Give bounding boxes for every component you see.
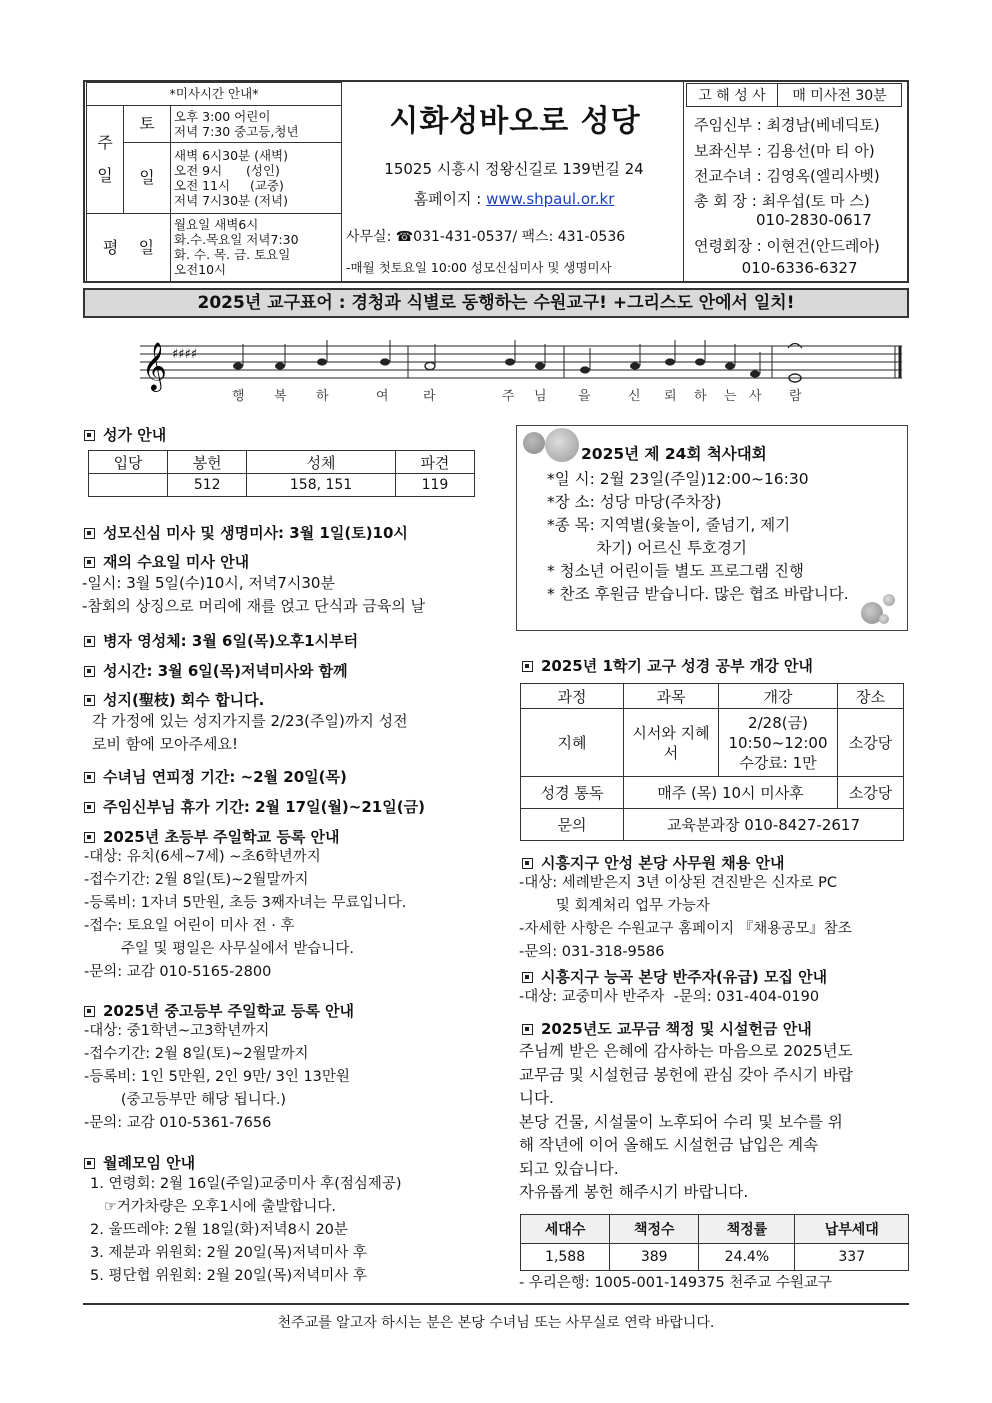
staff-president: 총 회 장 : 최우섭(토 마 스) — [694, 192, 870, 210]
bible-cell-line: 수강료: 1만 — [739, 753, 817, 772]
pastor-vacation-heading — [84, 796, 425, 817]
body-line: *종 목: 지역별(윷놀이, 줄넘기, 제기 — [547, 516, 791, 534]
footer-note: 천주교를 알고자 하시는 분은 본당 수녀님 또는 사무실로 연락 바랍니다. — [277, 1315, 715, 1331]
bible-cell: 시서와 지혜서 — [624, 709, 719, 777]
youth-school-body — [84, 1020, 350, 1135]
lyric-syllable: 여 — [376, 389, 389, 404]
section-heading-text: 2025년 1학기 교구 성경 공부 개강 안내 — [541, 657, 813, 675]
dues-header: 납부세대 — [795, 1215, 909, 1244]
body-line: -대상: 세례받은지 3년 이상된 견진받은 신자로 PC — [519, 875, 837, 891]
hymn-value: 158, 151 — [247, 474, 396, 497]
body-line: -등록비: 1인 5만원, 2인 9만/ 3인 13만원 — [84, 1069, 350, 1085]
sunday-day-label: 일 — [124, 143, 171, 213]
bible-cell-line: 10:50~12:00 — [728, 733, 828, 752]
body-line: * 청소년 어린이들 별도 프로그램 진행 — [547, 562, 804, 580]
staff-funeral-phone: 010-6336-6327 — [694, 259, 858, 277]
lyric-syllable: 을 — [578, 389, 591, 404]
athletic-title: 2025년 제 24회 척사대회 — [581, 445, 767, 463]
palm-collection-heading — [84, 689, 264, 710]
dues-heading — [522, 1018, 812, 1039]
lyric-syllable: 신 — [628, 389, 641, 404]
hymn-header: 파견 — [395, 451, 474, 474]
section-heading-text: 2025년 중고등부 주일학교 등록 안내 — [103, 1002, 355, 1020]
lyric-syllable: 하 — [694, 389, 707, 404]
bible-header: 장소 — [838, 684, 904, 709]
section-heading-text: 2025년 초등부 주일학교 등록 안내 — [103, 828, 340, 846]
bible-cell: 문의 — [521, 809, 624, 841]
sister-retreat-heading — [84, 766, 347, 787]
section-heading-text: 시흥지구 안성 본당 사무원 채용 안내 — [541, 854, 785, 872]
dues-value: 24.4% — [699, 1244, 795, 1271]
square-bullet-icon — [522, 661, 533, 672]
sunday-label — [87, 105, 124, 213]
sunday-label-bottom: 일 — [97, 166, 113, 186]
dues-value: 1,588 — [521, 1244, 610, 1271]
lyric-syllable: 주 — [502, 389, 515, 404]
bible-cell — [719, 709, 838, 777]
saturday-label: 토 — [124, 105, 171, 142]
ash-wednesday-body — [82, 572, 425, 618]
marian-mass-heading — [84, 522, 408, 543]
body-line: -자세한 사항은 수원교구 홈페이지 『채용공모』참조 — [519, 921, 852, 937]
athletic-body — [547, 468, 849, 606]
body-line: 2. 울뜨레야: 2월 18일(화)저녁8시 20분 — [90, 1222, 348, 1238]
elementary-school-body — [84, 846, 406, 984]
dues-header: 책정수 — [610, 1215, 699, 1244]
homepage-link[interactable]: www.shpaul.or.kr — [486, 190, 615, 208]
elementary-school-heading — [84, 826, 340, 847]
staff-president-phone: 010-2830-0617 — [694, 211, 872, 229]
bible-cell: 매주 (목) 10시 미사후 — [624, 777, 838, 809]
lyric-syllable: 사 — [749, 389, 762, 404]
body-line: 되고 있습니다. — [519, 1159, 619, 1178]
body-line: (중고등부만 해당 됩니다.) — [84, 1092, 287, 1108]
church-title: 시화성바오로 성당 — [389, 104, 641, 139]
body-line: -대상: 유치(6세~7세) ~초6학년까지 — [84, 849, 321, 865]
monthly-meetings-heading — [84, 1152, 195, 1173]
square-bullet-icon — [84, 802, 95, 813]
square-bullet-icon — [84, 528, 95, 539]
diocese-motto: 2025년 교구표어 : 경청과 식별로 동행하는 수원교구! +그리스도 안에서 일치! — [83, 288, 909, 318]
ansung-hiring-body — [519, 872, 852, 964]
body-line: 니다. — [519, 1089, 554, 1107]
bible-cell: 소강당 — [838, 709, 904, 777]
bank-account: - 우리은행: 1005-001-149375 천주교 수원교구 — [519, 1275, 833, 1291]
square-bullet-icon — [84, 666, 95, 677]
body-line: 3. 제분과 위원회: 2월 20일(목)저녁미사 후 — [90, 1245, 367, 1261]
decor-bubble-icon — [879, 614, 889, 624]
bible-cell: 지혜 — [521, 709, 624, 777]
homepage-line — [346, 188, 682, 209]
hymn-value: 512 — [168, 474, 247, 497]
weekday-line: 오전10시 — [174, 262, 227, 278]
body-line: 자유롭게 봉헌 해주시기 바랍니다. — [519, 1183, 749, 1201]
sunday-line: 오전 9시 (성인) — [174, 162, 280, 178]
header-divider — [341, 81, 342, 282]
dues-value: 389 — [610, 1244, 699, 1271]
square-bullet-icon — [84, 1158, 95, 1169]
section-heading-text: 성모신심 미사 및 생명미사: 3월 1일(토)10시 — [103, 524, 408, 542]
bible-cell: 소강당 — [838, 777, 904, 809]
sunday-line: 오전 11시 (교중) — [174, 177, 284, 193]
section-heading-text: 성지(聖枝) 회수 합니다. — [103, 691, 265, 709]
body-line: -등록비: 1자녀 5만원, 초등 3째자녀는 무료입니다. — [84, 895, 407, 911]
square-bullet-icon — [84, 557, 95, 568]
treble-clef-icon: 𝄞 — [142, 341, 167, 390]
holy-hour-heading — [84, 660, 348, 681]
weekday-label: 평 일 — [87, 213, 171, 281]
sunday-line: 저녁 7시30분 (저녁) — [174, 192, 289, 208]
church-address: 15025 시흥시 정왕신길로 139번길 24 — [384, 160, 644, 178]
saturday-line: 오후 3:00 어린이 — [174, 108, 271, 124]
bible-study-heading — [522, 655, 813, 676]
lyric-syllable: 복 — [274, 389, 287, 404]
body-line: -문의: 교감 010-5361-7656 — [84, 1115, 272, 1131]
mass-times-table — [86, 82, 342, 282]
decor-bubble-icon — [883, 594, 895, 606]
body-line: 1. 연령회: 2월 16일(주일)교중미사 후(점심제공) — [90, 1176, 402, 1192]
dues-header: 세대수 — [521, 1215, 610, 1244]
body-line: 교무금 및 시설헌금 봉헌에 관심 갖아 주시기 바랍 — [519, 1065, 853, 1084]
saturday-line: 저녁 7:30 중고등,청년 — [174, 123, 299, 139]
lyric-syllable: 는 — [724, 389, 737, 404]
section-heading-text: 수녀님 연피정 기간: ~2월 20일(목) — [103, 768, 347, 786]
square-bullet-icon — [84, 1006, 95, 1017]
body-line: 및 회계처리 업무 가능자 — [519, 898, 710, 914]
square-bullet-icon — [522, 858, 533, 869]
lyric-syllable: 님 — [534, 389, 547, 404]
lyric-syllable: 뢰 — [664, 389, 677, 404]
hymn-heading — [84, 424, 166, 445]
body-line: -접수기간: 2월 8일(토)~2월말까지 — [84, 872, 309, 888]
sunday-times — [171, 143, 342, 213]
staff-assistant: 보좌신부 : 김용선(마 티 아) — [694, 142, 875, 160]
hymn-table — [88, 450, 475, 497]
homepage-label: 홈페이지 : — [413, 190, 487, 208]
hymn-header: 입당 — [89, 451, 168, 474]
athletic-event-box — [516, 425, 908, 631]
square-bullet-icon — [84, 695, 95, 706]
square-bullet-icon — [84, 772, 95, 783]
staff-pastor: 주임신부 : 최경남(베네딕토) — [694, 116, 880, 134]
ansung-hiring-heading — [522, 852, 784, 873]
hymn-header: 성체 — [247, 451, 396, 474]
hymn-header: 봉헌 — [168, 451, 247, 474]
hymn-value: 119 — [395, 474, 474, 497]
staff-sister: 전교수녀 : 김영옥(엘리사벳) — [694, 167, 880, 185]
sunday-label-top: 주 — [97, 133, 113, 153]
mass-times-caption: *미사시간 안내* — [87, 83, 342, 106]
bible-header: 과정 — [521, 684, 624, 709]
bible-header: 개강 — [719, 684, 838, 709]
hymn-heading-text: 성가 안내 — [103, 426, 167, 444]
body-line: -문의: 031-318-9586 — [519, 944, 665, 960]
youth-school-heading — [84, 1000, 354, 1021]
hymn-value — [89, 474, 168, 497]
bible-header: 과목 — [624, 684, 719, 709]
office-contact: 사무실: ☎031-431-0537/ 팩스: 431-0536 — [346, 229, 626, 245]
body-line: -참회의 상징으로 머리에 재를 얹고 단식과 금육의 날 — [82, 597, 426, 615]
music-score — [140, 336, 910, 416]
body-line: ☞거가차량은 오후1시에 출발합니다. — [90, 1199, 336, 1215]
weekday-line: 화.수.목요일 저녁7:30 — [174, 232, 299, 248]
section-heading-text: 성시간: 3월 6일(목)저녁미사와 함께 — [103, 662, 348, 680]
neunggok-organist-body — [519, 986, 819, 1009]
weekday-line: 월요일 새벽6시 — [174, 217, 259, 233]
ash-wednesday-heading — [84, 551, 249, 572]
saturday-times — [171, 105, 342, 142]
decor-bubble-icon — [545, 428, 579, 462]
dues-header: 책정률 — [699, 1215, 795, 1244]
section-heading-text: 병자 영성체: 3월 6일(목)오후1시부터 — [103, 632, 359, 650]
sunday-line: 새벽 6시30분 (새벽) — [174, 147, 289, 163]
body-line: *일 시: 2월 23일(주일)12:00~16:30 — [547, 470, 809, 488]
square-bullet-icon — [522, 1024, 533, 1035]
body-line: -접수기간: 2월 8일(토)~2월말까지 — [84, 1046, 309, 1062]
body-line: 5. 평단협 위원회: 2월 20일(목)저녁미사 후 — [90, 1268, 367, 1284]
footer-divider — [83, 1303, 909, 1305]
body-line: 주일 및 평일은 사무실에서 받습니다. — [84, 941, 355, 957]
confession-box — [686, 83, 902, 107]
body-line: -대상: 중1학년~고3학년까지 — [84, 1023, 270, 1039]
bible-cell: 성경 통독 — [521, 777, 624, 809]
decor-bubble-icon — [523, 432, 545, 454]
lyric-syllable: 람 — [789, 389, 802, 404]
body-line: 로비 함에 모아주세요! — [92, 735, 238, 753]
dues-body — [519, 1040, 853, 1205]
staff-funeral-head: 연령회장 : 이현건(안드레아) — [694, 237, 880, 255]
palm-collection-body — [92, 710, 408, 756]
bible-cell-line: 2/28(금) — [748, 713, 808, 732]
bible-cell: 교육분과장 010-8427-2617 — [624, 809, 904, 841]
dues-table — [520, 1214, 909, 1271]
square-bullet-icon — [84, 636, 95, 647]
section-heading-text: 시흥지구 능곡 본당 반주자(유급) 모집 안내 — [541, 968, 828, 986]
square-bullet-icon — [522, 972, 533, 983]
weekday-line: 화. 수. 목. 금. 토요일 — [174, 247, 291, 263]
section-heading-text: 2025년도 교무금 책정 및 시설헌금 안내 — [541, 1020, 812, 1038]
lyric-syllable: 라 — [423, 389, 436, 404]
sick-communion-heading — [84, 630, 358, 651]
section-heading-text: 월례모임 안내 — [103, 1154, 196, 1172]
confession-label: 고 해 성 사 — [687, 84, 778, 107]
section-heading-text: 재의 수요일 미사 안내 — [103, 553, 250, 571]
section-heading-text: 주임신부님 휴가 기간: 2월 17일(월)~21일(금) — [103, 798, 425, 816]
confession-value: 매 미사전 30분 — [778, 84, 902, 107]
body-line: -접수: 토요일 어린이 미사 전 · 후 — [84, 918, 295, 934]
square-bullet-icon — [84, 430, 95, 441]
body-line: 본당 건물, 시설물이 노후되어 수리 및 보수를 위 — [519, 1112, 843, 1131]
body-line: -일시: 3월 5일(수)10시, 저녁7시30분 — [82, 574, 335, 592]
dues-value: 337 — [795, 1244, 909, 1271]
body-line: 각 가정에 있는 성지가지를 2/23(주일)까지 성전 — [92, 712, 408, 730]
body-line: * 찬조 후원금 받습니다. 많은 협조 바랍니다. — [547, 585, 849, 603]
neunggok-organist-heading — [522, 966, 827, 987]
body-line: 해 작년에 이어 올해도 시설헌금 납입은 계속 — [519, 1136, 819, 1154]
body-line: -대상: 교중미사 반주자 -문의: 031-404-0190 — [519, 989, 820, 1005]
lyric-syllable: 하 — [316, 389, 329, 404]
monthly-note: -매월 첫토요일 10:00 성모신심미사 및 생명미사 — [346, 260, 612, 275]
body-line: *장 소: 성당 마당(주차장) — [547, 493, 722, 511]
body-line: 차기) 어르신 투호경기 — [547, 539, 747, 557]
bible-study-table — [520, 683, 904, 841]
header-divider — [683, 81, 684, 282]
lyric-syllable: 행 — [232, 389, 245, 404]
key-signature-icon: ♯♯♯♯ — [172, 347, 198, 362]
body-line: -문의: 교감 010-5165-2800 — [84, 964, 272, 980]
weekday-times — [171, 213, 342, 281]
body-line: 주님께 받은 은혜에 감사하는 마음으로 2025년도 — [519, 1042, 853, 1060]
monthly-meetings-body — [90, 1173, 402, 1288]
square-bullet-icon — [84, 832, 95, 843]
